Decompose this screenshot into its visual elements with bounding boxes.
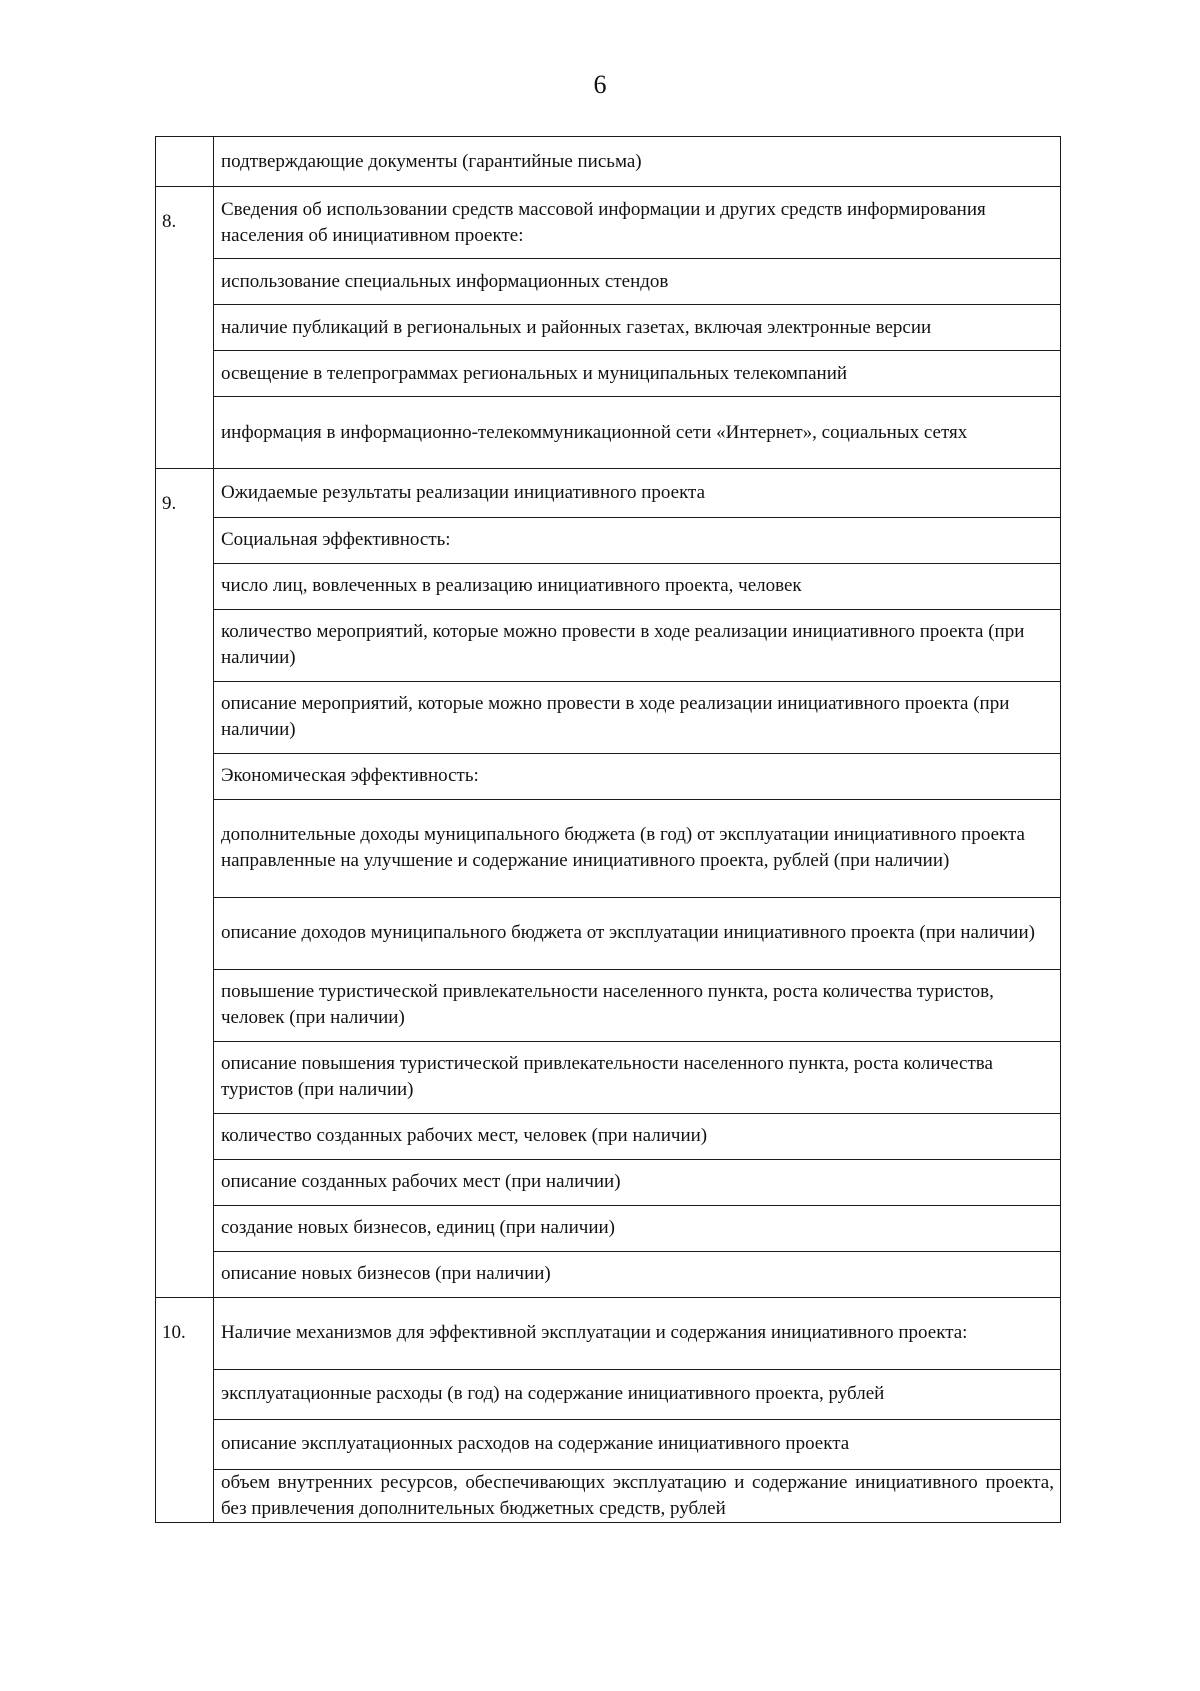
row-text: Ожидаемые результаты реализации инициативного проекта	[214, 469, 1061, 518]
row-text: информация в информационно-телекоммуникационной сети «Интернет», социальных сетях	[214, 397, 1061, 469]
row-number	[156, 1205, 214, 1251]
table-row	[156, 1113, 1061, 1159]
row-number	[156, 609, 214, 681]
row-text: описание эксплуатационных расходов на содержание инициативного проекта	[214, 1419, 1061, 1469]
row-text: Наличие механизмов для эффективной эксплуатации и содержания инициативного проекта:	[214, 1297, 1061, 1369]
table-row	[156, 609, 1061, 681]
page-number: 6	[593, 70, 607, 99]
row-number	[156, 681, 214, 753]
table-row	[156, 1469, 1061, 1522]
row-text: объем внутренних ресурсов, обеспечивающих эксплуатацию и содержание инициативного проекта, без привлечения дополнительных бюджетных средств, рублей	[214, 1469, 1061, 1522]
row-number	[156, 351, 214, 397]
table-row	[156, 187, 1061, 259]
row-number: 9.	[156, 469, 214, 518]
table-row	[156, 1251, 1061, 1297]
table-row	[156, 897, 1061, 969]
row-text: освещение в телепрограммах региональных и муниципальных телекомпаний	[214, 351, 1061, 397]
table-row	[156, 1297, 1061, 1369]
table-row	[156, 1041, 1061, 1113]
row-number	[156, 1369, 214, 1419]
row-number	[156, 969, 214, 1041]
row-number	[156, 397, 214, 469]
table-row	[156, 137, 1061, 187]
row-number	[156, 1041, 214, 1113]
row-number	[156, 1469, 214, 1522]
table-row	[156, 969, 1061, 1041]
row-number	[156, 1113, 214, 1159]
row-text: дополнительные доходы муниципального бюджета (в год) от эксплуатации инициативного проекта направленные на улучшение и содержание инициативного проекта, рублей (при наличии)	[214, 799, 1061, 897]
row-number	[156, 897, 214, 969]
row-number	[156, 563, 214, 609]
row-number	[156, 259, 214, 305]
table-row	[156, 799, 1061, 897]
table-row	[156, 1369, 1061, 1419]
table-row	[156, 469, 1061, 518]
table-row	[156, 259, 1061, 305]
row-text: Экономическая эффективность:	[214, 753, 1061, 799]
row-text: использование специальных информационных стендов	[214, 259, 1061, 305]
table-row	[156, 351, 1061, 397]
row-text: подтверждающие документы (гарантийные письма)	[214, 137, 1061, 187]
row-number	[156, 137, 214, 187]
table-row	[156, 1205, 1061, 1251]
row-number	[156, 753, 214, 799]
row-text: число лиц, вовлеченных в реализацию инициативного проекта, человек	[214, 563, 1061, 609]
table-row	[156, 1419, 1061, 1469]
row-text: Социальная эффективность:	[214, 517, 1061, 563]
row-text: Сведения об использовании средств массовой информации и других средств информирования населения об инициативном проекте:	[214, 187, 1061, 259]
row-text: описание мероприятий, которые можно провести в ходе реализации инициативного проекта (при наличии)	[214, 681, 1061, 753]
table-row	[156, 753, 1061, 799]
row-number	[156, 799, 214, 897]
row-number	[156, 1419, 214, 1469]
table-row	[156, 681, 1061, 753]
row-text: наличие публикаций в региональных и районных газетах, включая электронные версии	[214, 305, 1061, 351]
row-text: количество созданных рабочих мест, человек (при наличии)	[214, 1113, 1061, 1159]
row-number: 8.	[156, 187, 214, 259]
row-text: описание повышения туристической привлекательности населенного пункта, роста количества туристов (при наличии)	[214, 1041, 1061, 1113]
row-text: описание новых бизнесов (при наличии)	[214, 1251, 1061, 1297]
row-text: описание созданных рабочих мест (при наличии)	[214, 1159, 1061, 1205]
form-table	[155, 136, 1061, 1523]
row-text: эксплуатационные расходы (в год) на содержание инициативного проекта, рублей	[214, 1369, 1061, 1419]
table-row	[156, 1159, 1061, 1205]
row-text: количество мероприятий, которые можно провести в ходе реализации инициативного проекта (при наличии)	[214, 609, 1061, 681]
table-row	[156, 305, 1061, 351]
row-number	[156, 1251, 214, 1297]
row-text: описание доходов муниципального бюджета от эксплуатации инициативного проекта (при наличии)	[214, 897, 1061, 969]
row-text: повышение туристической привлекательности населенного пункта, роста количества туристов, человек (при наличии)	[214, 969, 1061, 1041]
row-number: 10.	[156, 1297, 214, 1369]
table-row	[156, 517, 1061, 563]
row-number	[156, 1159, 214, 1205]
row-text: создание новых бизнесов, единиц (при наличии)	[214, 1205, 1061, 1251]
row-number	[156, 305, 214, 351]
row-number	[156, 517, 214, 563]
table-row	[156, 563, 1061, 609]
table-row	[156, 397, 1061, 469]
